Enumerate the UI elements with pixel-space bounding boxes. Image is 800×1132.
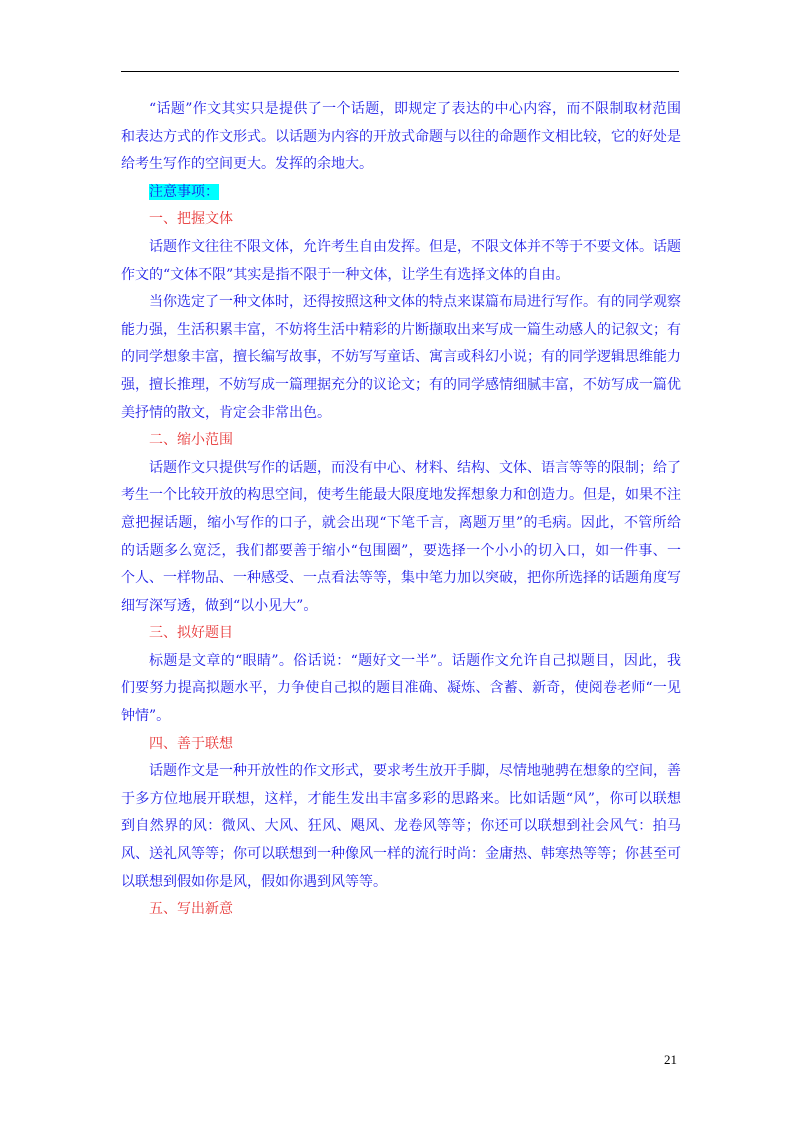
header-rule bbox=[121, 71, 679, 72]
intro-paragraph: “话题”作文其实只是提供了一个话题，即规定了表达的中心内容，而不限制取材范围和表达方式的作文形式。以话题为内容的开放式命题与以往的命题作文相比较，它的好处是给考生写作的空间更大。发挥的余地大。 bbox=[121, 101, 681, 173]
section-heading: 四、善于联想 bbox=[149, 735, 233, 752]
body-paragraph: 标题是文章的“眼睛”。俗话说：“题好文一半”。话题作文允许自己拟题目，因此，我们要努力提高拟题水平，力争使自己拟的题目准确、凝炼、含蓄、新奇，使阅卷老师“一见钟情”。 bbox=[121, 652, 681, 725]
section-heading: 二、缩小范围 bbox=[149, 432, 233, 449]
section-heading: 三、拟好题目 bbox=[149, 625, 233, 642]
body-paragraph: 当你选定了一种文体时，还得按照这种文体的特点来谋篇布局进行写作。有的同学观察能力强，生活积累丰富，不妨将生活中精彩的片断撷取出来写成一篇生动感人的记叙文；有的同学想象丰富，擅长编写故事，不妨写写童话、寓言或科幻小说；有的同学逻辑思维能力强，擅长推理，不妨写成一篇理据充分的议论文；有的同学感情细腻丰富，不妨写成一篇优美抒情的散文，肯定会非常出色。 bbox=[121, 294, 681, 421]
notes-label-highlight: 注意事项： bbox=[149, 183, 219, 200]
section-heading: 五、写出新意 bbox=[149, 901, 233, 918]
body-paragraph: 话题作文只提供写作的话题，而没有中心、材料、结构、文体、语言等等的限制；给了考生一个比较开放的构思空间，使考生能最大限度地发挥想象力和创造力。但是，如果不注意把握话题，缩小写作的口子，就会出现“下笔千言，离题万里”的毛病。因此，不管所给的话题多么宽泛，我们都要善于缩小“包围圈”，要选择一个小小的切入口，如一件事、一个人、一样物品、一种感受、一点看法等等，集中笔力加以突破，把你所选择的话题角度写细写深写透，做到“以小见大”。 bbox=[121, 459, 681, 614]
notes-label bbox=[121, 179, 681, 207]
document-body bbox=[121, 96, 681, 924]
body-paragraph: 话题作文往往不限文体，允许考生自由发挥。但是，不限文体并不等于不要文体。话题作文的“文体不限”其实是指不限于一种文体，让学生有选择文体的自由。 bbox=[121, 238, 681, 283]
body-paragraph: 话题作文是一种开放性的作文形式，要求考生放开手脚，尽情地驰骋在想象的空间，善于多方位地展开联想，这样，才能生发出丰富多彩的思路来。比如话题“风”，你可以联想到自然界的风：微风、大风、狂风、飓风、龙卷风等等；你还可以联想到社会风气：拍马风、送礼风等等；你可以联想到一种像风一样的流行时尚：金庸热、韩寒热等等；你甚至可以联想到假如你是风，假如你遇到风等等。 bbox=[121, 763, 681, 890]
page-number: 21 bbox=[664, 1052, 677, 1067]
section-heading: 一、把握文体 bbox=[149, 211, 233, 228]
